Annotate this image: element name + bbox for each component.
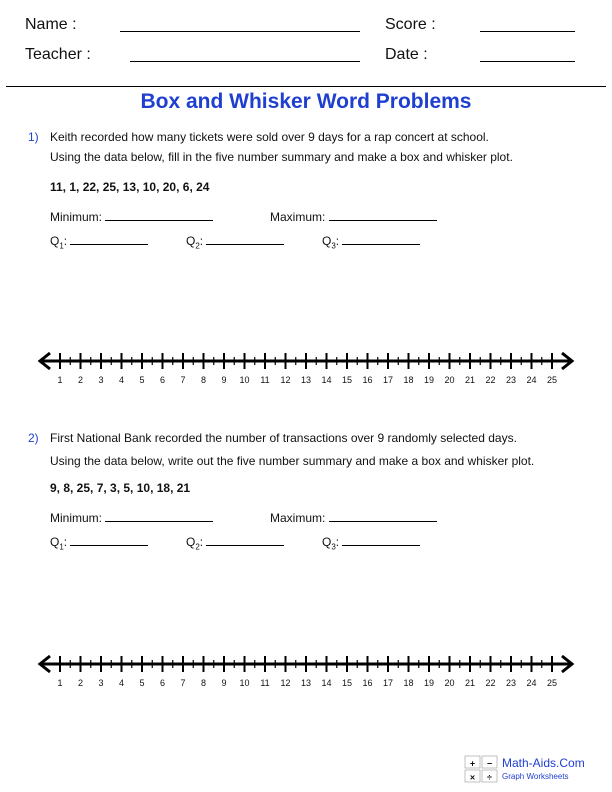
q2-subscript: 2 <box>195 241 200 251</box>
q-colon: : <box>63 234 68 248</box>
tick-label: 7 <box>180 678 186 688</box>
tick-label: 13 <box>300 678 312 688</box>
tick-label: 4 <box>118 375 125 385</box>
tick-label: 14 <box>321 375 332 385</box>
header-divider <box>6 86 606 87</box>
date-field[interactable] <box>480 61 575 62</box>
number-line <box>0 648 612 693</box>
data-set: 11, 1, 22, 25, 13, 10, 20, 6, 24 <box>50 180 210 194</box>
divide-icon: ÷ <box>487 772 492 783</box>
problem-number: 2) <box>28 431 39 445</box>
problem-text-line2: Using the data below, fill in the five number summary and make a box and whisker plot. <box>50 150 513 164</box>
q2-subscript: 2 <box>195 542 200 552</box>
q-letter: Q <box>322 535 332 549</box>
tick-label: 3 <box>98 678 104 688</box>
times-icon: × <box>469 772 476 783</box>
tick-label: 23 <box>505 678 517 688</box>
maximum-label: Maximum: <box>270 210 326 224</box>
minimum-label: Minimum: <box>50 511 103 525</box>
minimum-field <box>50 210 213 224</box>
teacher-field[interactable] <box>130 61 360 62</box>
tick-label: 2 <box>77 375 84 385</box>
minimum-field <box>50 511 213 525</box>
problem-text-line1: First National Bank recorded the number of transactions over 9 randomly selected days. <box>50 431 517 445</box>
q3-subscript: 3 <box>331 542 336 552</box>
number-line <box>0 345 612 390</box>
q-colon: : <box>335 535 340 549</box>
tick-label: 15 <box>341 678 353 688</box>
tick-label: 25 <box>546 678 558 688</box>
plus-icon: + <box>469 758 476 769</box>
tick-label: 14 <box>321 678 332 688</box>
maximum-blank[interactable] <box>329 511 437 522</box>
minimum-label: Minimum: <box>50 210 103 224</box>
tick-label: 15 <box>341 375 353 385</box>
q2-blank[interactable] <box>206 234 284 245</box>
q-letter: Q <box>50 234 60 248</box>
tick-label: 16 <box>362 375 373 385</box>
tick-label: 5 <box>139 375 145 385</box>
name-field[interactable] <box>120 31 360 32</box>
problem-text-line2: Using the data below, write out the five number summary and make a box and whisker plot. <box>50 454 535 468</box>
tick-label: 10 <box>239 678 250 688</box>
q3-field <box>322 234 420 250</box>
score-field[interactable] <box>480 31 575 32</box>
q1-blank[interactable] <box>70 234 148 245</box>
maximum-blank[interactable] <box>329 210 437 221</box>
tick-label: 19 <box>423 678 435 688</box>
tick-label: 16 <box>362 678 373 688</box>
data-set: 9, 8, 25, 7, 3, 5, 10, 18, 21 <box>50 481 191 495</box>
logo-name: Math-Aids.Com <box>502 756 585 770</box>
minimum-blank[interactable] <box>105 511 213 522</box>
tick-label: 20 <box>444 375 455 385</box>
tick-label: 9 <box>221 678 227 688</box>
tick-label: 12 <box>280 678 291 688</box>
q-letter: Q <box>322 234 332 248</box>
q3-blank[interactable] <box>342 234 420 245</box>
tick-label: 6 <box>159 375 166 385</box>
minus-icon: − <box>486 758 493 769</box>
tick-label: 9 <box>221 375 227 385</box>
q2-field <box>186 535 284 551</box>
page-title: Box and Whisker Word Problems <box>140 90 472 113</box>
q-letter: Q <box>50 535 60 549</box>
tick-label: 25 <box>546 375 558 385</box>
problem-number: 1) <box>28 130 39 144</box>
q1-field <box>50 535 148 551</box>
tick-label: 17 <box>382 375 394 385</box>
tick-label: 3 <box>98 375 104 385</box>
q3-subscript: 3 <box>331 241 336 251</box>
tick-label: 24 <box>526 375 537 385</box>
maximum-field <box>270 210 437 224</box>
q-colon: : <box>63 535 68 549</box>
minimum-blank[interactable] <box>105 210 213 221</box>
tick-label: 10 <box>239 375 250 385</box>
tick-label: 1 <box>57 375 63 385</box>
tick-label: 18 <box>403 678 414 688</box>
tick-label: 8 <box>200 678 207 688</box>
tick-label: 22 <box>485 375 496 385</box>
score-label: Score : <box>385 16 436 33</box>
tick-label: 7 <box>180 375 186 385</box>
q-colon: : <box>199 234 204 248</box>
tick-label: 2 <box>77 678 84 688</box>
tick-label: 21 <box>464 375 476 385</box>
q1-subscript: 1 <box>59 542 64 552</box>
teacher-label: Teacher : <box>25 46 91 63</box>
tick-label: 19 <box>423 375 435 385</box>
tick-label: 20 <box>444 678 455 688</box>
q-letter: Q <box>186 535 196 549</box>
tick-label: 24 <box>526 678 537 688</box>
tick-label: 18 <box>403 375 414 385</box>
tick-label: 23 <box>505 375 517 385</box>
tick-label: 21 <box>464 678 476 688</box>
q1-blank[interactable] <box>70 535 148 546</box>
tick-label: 5 <box>139 678 145 688</box>
tick-label: 4 <box>118 678 125 688</box>
q1-field <box>50 234 148 250</box>
tick-label: 1 <box>57 678 63 688</box>
date-label: Date : <box>385 46 428 63</box>
name-label: Name : <box>25 16 77 33</box>
tick-label: 11 <box>260 375 270 385</box>
tick-label: 22 <box>485 678 496 688</box>
q3-field <box>322 535 420 551</box>
q-colon: : <box>199 535 204 549</box>
q1-subscript: 1 <box>59 241 64 251</box>
tick-label: 11 <box>260 678 270 688</box>
q-letter: Q <box>186 234 196 248</box>
q-colon: : <box>335 234 340 248</box>
tick-label: 12 <box>280 375 291 385</box>
logo-subtitle: Graph Worksheets <box>502 772 569 781</box>
maximum-label: Maximum: <box>270 511 326 525</box>
q2-blank[interactable] <box>206 535 284 546</box>
tick-label: 8 <box>200 375 207 385</box>
tick-label: 13 <box>300 375 312 385</box>
q3-blank[interactable] <box>342 535 420 546</box>
maximum-field <box>270 511 437 525</box>
q2-field <box>186 234 284 250</box>
problem-text-line1: Keith recorded how many tickets were sold over 9 days for a rap concert at school. <box>50 130 489 144</box>
tick-label: 6 <box>159 678 166 688</box>
math-aids-logo <box>464 755 500 783</box>
tick-label: 17 <box>382 678 394 688</box>
